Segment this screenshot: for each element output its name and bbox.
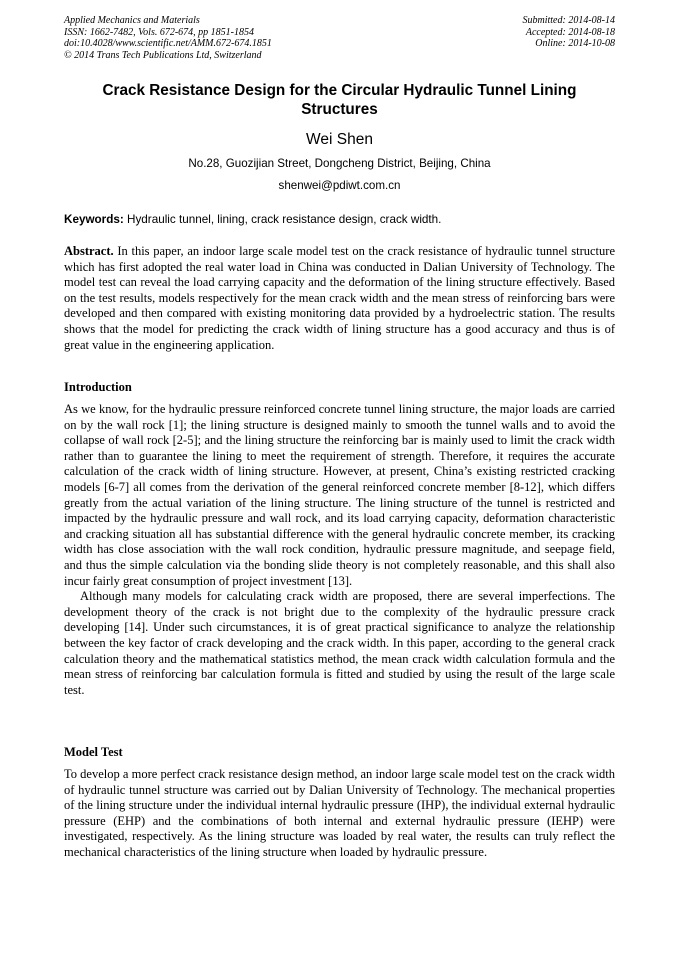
- author-affiliation: No.28, Guozijian Street, Dongcheng District, Beijing, China: [188, 157, 491, 170]
- journal-doi: doi:10.4028/www.scientific.net/AMM.672-674.1851: [64, 38, 272, 49]
- paper-title: Crack Resistance Design for the Circular Hydraulic Tunnel Lining Structures: [102, 82, 577, 118]
- keywords-text: Hydraulic tunnel, lining, crack resistance design, crack width.: [123, 213, 442, 226]
- author-email: shenwei@pdiwt.com.cn: [278, 179, 401, 192]
- keywords-label: Keywords:: [64, 213, 124, 226]
- section-heading-introduction: Introduction: [64, 380, 132, 394]
- section-body-model-test: [64, 767, 615, 861]
- section-heading-model-test: Model Test: [64, 745, 123, 759]
- keywords: [64, 213, 615, 227]
- journal-name: Applied Mechanics and Materials: [64, 15, 200, 26]
- paragraph: Although many models for calculating crack width are proposed, there are several imperfections. The development theory of the crack is not bright due to the complexity of the hydraulic pressure crack developing [14]. Under such circumstances, it is of great practical significance to analyze the relationship between the key factor of crack developing and the crack width. In this paper, according to the general crack calculation theory and the mathematical statistics method, the mean crack width calculation formula and the mean stress of reinforcing bar calculation formula is fitted and studied by using the result of the large scale test.: [64, 589, 615, 697]
- submission-dates: [523, 15, 616, 50]
- author-name: Wei Shen: [306, 131, 373, 148]
- online-date: Online: 2014-10-08: [535, 38, 615, 49]
- accepted-date: Accepted: 2014-08-18: [525, 26, 615, 38]
- journal-issn: ISSN: 1662-7482, Vols. 672-674, pp 1851-1854: [64, 26, 254, 38]
- paragraph: As we know, for the hydraulic pressure reinforced concrete tunnel lining structure, the major loads are carried on by the wall rock [1]; the lining structure is designed mainly to smooth the tunnel walls and to avoid the collapse of wall rock [2-5]; and the lining structure the reinforcing bar is mainly used to limit the crack width rather than to guarantee the lining to meet the requirement of strength. Therefore, it requires the accurate calculation of the crack width of lining structure. However, at present, China’s existing restricted cracking models [6-7] all comes from the derivation of the general reinforced concrete member [8-12], which differs greatly from the actual variation of the lining structure. The lining structure of the tunnel is restricted and impacted by the hydraulic pressure and wall rock, and its load carrying capacity, deformation characteristic and cracking situation all has substantial difference with the general hydraulic concrete member, its cracking width has close association with the wall rock condition, hydraulic pressure magnitude, and seepage field, and thus the simple calculation via the bonding slide theory is not completely reasonable, and this shall also incur fairly great consumption of project investment [13].: [64, 402, 615, 588]
- abstract-label: Abstract.: [64, 244, 114, 258]
- paragraph: To develop a more perfect crack resistance design method, an indoor large scale model test on the crack width of hydraulic tunnel structure was carried out by Dalian University of Technology. The mechanical properties of the lining structure under the individual internal hydraulic pressure (IHP), the individual external hydraulic pressure (EHP) and the combinations of both internal and external hydraulic pressure (IEHP) were investigated, respectively. As the lining structure was loaded by real water, the results can truly reflect the mechanical characteristics of the lining structure when loaded by hydraulic pressure.: [64, 767, 615, 859]
- submitted-date: Submitted: 2014-08-14: [522, 15, 615, 26]
- journal-copyright: © 2014 Trans Tech Publications Ltd, Switzerland: [64, 49, 262, 61]
- journal-info: [64, 15, 272, 61]
- abstract-text: In this paper, an indoor large scale model test on the crack resistance of hydraulic tunnel structure which has first adopted the real water load in China was conducted in Dalian University of Technology. The model test can reveal the load carrying capacity and the deformation of the lining structure effectively. Based on the test results, models respectively for the mean crack width and the mean stress of reinforcing bars were developed and then compared with existing monitoring data provided by a hydroelectric station. The results shows that the model for predicting the crack width of lining structure has a good accuracy and thus is of great value in the engineering application.: [64, 244, 615, 352]
- section-body-introduction: [64, 402, 615, 698]
- abstract: [64, 244, 615, 353]
